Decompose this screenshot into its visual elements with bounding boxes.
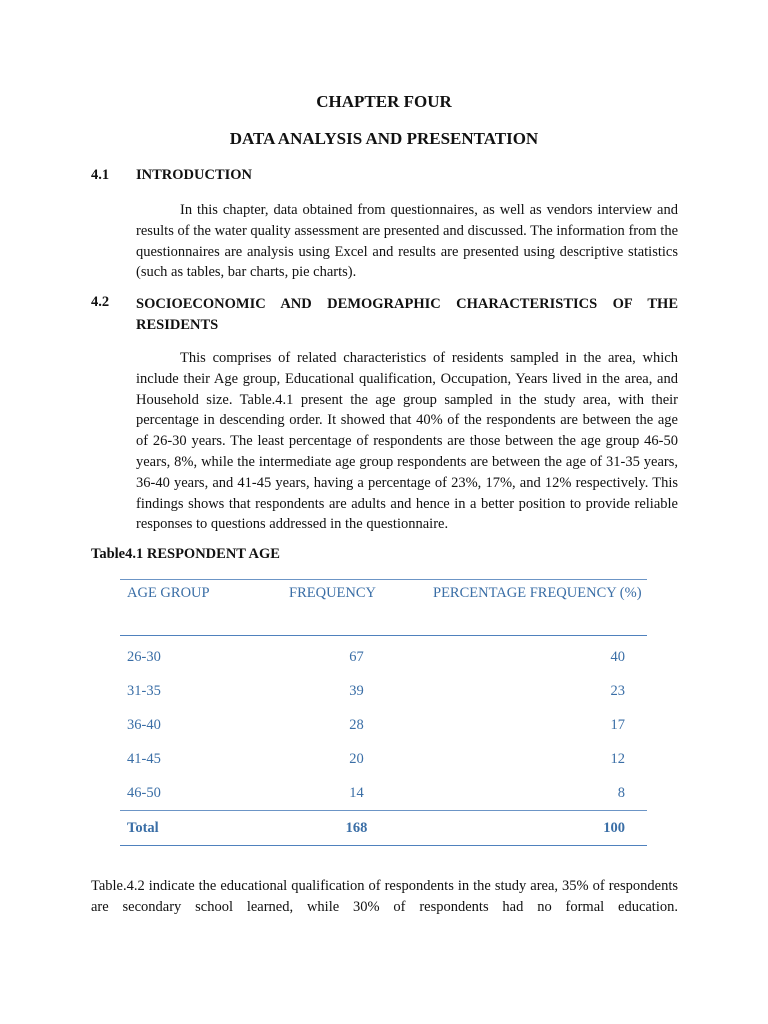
table-cell: 100: [397, 811, 647, 846]
table-cell: 14: [349, 784, 364, 801]
table-cell: 12: [610, 750, 625, 767]
chapter-subtitle: DATA ANALYSIS AND PRESENTATION: [229, 129, 539, 148]
table-cell: Total: [120, 811, 261, 846]
table-cell: 36-40: [127, 716, 161, 733]
table-row: [120, 708, 647, 742]
table-total-row: [120, 811, 647, 846]
section-heading: INTRODUCTION: [136, 167, 253, 183]
table-header-row: [120, 580, 647, 636]
table-cell: 20: [349, 750, 364, 767]
table-cell: 23: [610, 682, 625, 699]
closing-paragraph: Table.4.2 indicate the educational qualification of respondents in the study area, 35% of respondents are secondary school learned, while 30% of respondents had no formal education.: [91, 878, 678, 915]
table-row: [120, 636, 647, 675]
table-cell: 26-30: [127, 648, 161, 665]
respondent-age-table: [120, 579, 647, 846]
section-heading: SOCIOECONOMIC AND DEMOGRAPHIC CHARACTERISTICS OF THE RESIDENTS: [136, 296, 678, 333]
section-number: 4.2: [91, 294, 110, 310]
table-cell: 40: [610, 648, 625, 665]
table-cell: 67: [349, 648, 364, 665]
column-header: AGE GROUP: [120, 580, 261, 636]
introduction-paragraph: In this chapter, data obtained from questionnaires, as well as vendors interview and results of the water quality assessment are presented and discussed. The information from the questionnaires are analysis using Excel and results are presented using descriptive statistics (such as tables, bar charts, pie charts).: [136, 202, 678, 281]
table-row: [120, 776, 647, 811]
socioeconomic-paragraph: This comprises of related characteristics of residents sampled in the area, which include their Age group, Educational qualification, Occupation, Years lived in the area, and Household size. Table.4.1 present the age group sampled in the study area, with their percentage in descending order. It showed that 40% of the respondents are between the age of 26-30 years. The least percentage of respondents are those between the age group 46-50 years, 8%, while the intermediate age group respondents are between the age of 31-35 years, 36-40 years, and 41-45 years, having a percentage of 23%, 17%, and 12% respectively. This findings shows that respondents are adults and hence in a better position to provide reliable responses to questions addressed in the questionnaire.: [136, 350, 678, 533]
table-cell: 17: [610, 716, 625, 733]
table-cell: 41-45: [127, 750, 161, 767]
section-number: 4.1: [91, 167, 110, 183]
table-row: [120, 674, 647, 708]
chapter-title: CHAPTER FOUR: [316, 92, 452, 111]
table-cell: 31-35: [127, 682, 161, 699]
table-caption: Table4.1 RESPONDENT AGE: [91, 546, 280, 562]
table-cell: 168: [261, 811, 397, 846]
table-cell: 28: [349, 716, 364, 733]
table-row: [120, 742, 647, 776]
column-header: PERCENTAGE FREQUENCY (%): [397, 580, 647, 636]
table-cell: 8: [617, 784, 625, 801]
table-cell: 46-50: [127, 784, 161, 801]
column-header: FREQUENCY: [261, 580, 397, 636]
table-cell: 39: [349, 682, 364, 699]
